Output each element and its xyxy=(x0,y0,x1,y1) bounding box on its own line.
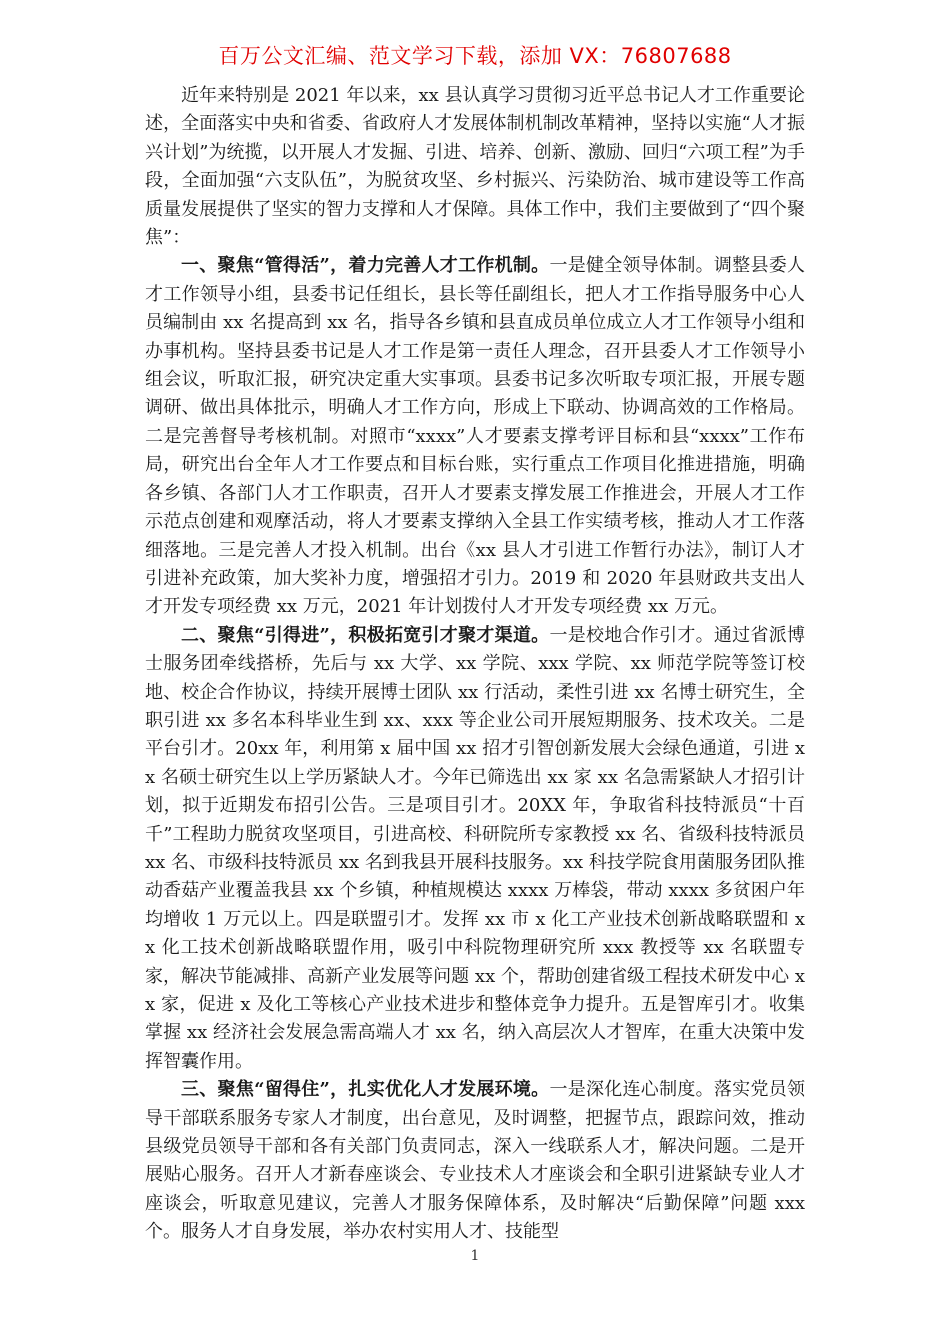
watermark-banner: 百万公文汇编、范文学习下载，添加 VX：76807688 xyxy=(218,44,732,68)
section-heading-2: 二、聚焦“引得进”，积极拓宽引才聚才渠道。 xyxy=(181,624,550,646)
section-body-2: 一是校地合作引才。通过省派博士服务团牵线搭桥，先后与 xx 大学、xx 学院、xxx 学院、xx 师范学院等签订校地、校企合作协议，持续开展博士团队 xx 行活动，柔性引进 xx 名博士研究生，全职引进 xx 多名本科毕业生到 xx、xxx 等企业公司开展短期服务、技术攻关。二是平台引才。20xx 年，利用第 x 届中国 xx 招才引智创新发展大会绿色通道，引进 xx 名硕士研究生以上学历紧缺人才。今年已筛选出 xx 家 xx 名急需紧缺人才招引计划，拟于近期发布招引公告。三是项目引才。20XX 年，争取省科技特派员“十百千”工程助力脱贫攻坚项目，引进高校、科研院所专家教授 xx 名、省级科技特派员 xx 名、市级科技特派员 xx 名到我县开展科技服务。xx 科技学院食用菌服务团队推动香菇产业覆盖我县 xx 个乡镇，种植规模达 xxxx 万棒袋，带动 xxxx 多贫困户年均增收 1 万元以上。四是联盟引才。发挥 xx 市 x 化工产业技术创新战略联盟和 xx 化工技术创新战略联盟作用，吸引中科院物理研究所 xxx 教授等 xx 名联盟专家，解决节能减排、高新产业发展等问题 xx 个，帮助创建省级工程技术研发中心 xx 家，促进 x 及化工等核心产业技术进步和整体竞争力提升。五是智库引才。收集掌握 xx 经济社会发展急需高端人才 xx 名，纳入高层次人才智库，在重大决策中发挥智囊作用。 xyxy=(145,624,805,1072)
section-paragraph-1 xyxy=(145,252,805,621)
intro-paragraph: 近年来特别是 2021 年以来，xx 县认真学习贯彻习近平总书记人才工作重要论述，全面落实中央和省委、省政府人才发展体制机制改革精神，坚持以实施“人才振兴计划”为统揽，以开展人才发掘、引进、培养、创新、激励、回归“六项工程”为手段，全面加强“六支队伍”，为脱贫攻坚、乡村振兴、污染防治、城市建设等工作高质量发展提供了坚实的智力支撑和人才保障。具体工作中，我们主要做到了“四个聚焦”： xyxy=(145,85,805,249)
document-body xyxy=(145,82,805,1247)
section-paragraph-2 xyxy=(145,622,805,1077)
section-heading-1: 一、聚焦“管得活”，着力完善人才工作机制。 xyxy=(181,255,550,277)
section-heading-3: 三、聚焦“留得住”，扎实优化人才发展环境。 xyxy=(181,1079,550,1101)
section-body-3: 一是深化连心制度。落实党员领导干部联系服务专家人才制度，出台意见，及时调整，把握节点，跟踪问效，推动县级党员领导干部和各有关部门负责同志，深入一线联系人才，解决问题。二是开展贴心服务。召开人才新春座谈会、专业技术人才座谈会和全职引进紧缺专业人才座谈会，听取意见建议，完善人才服务保障体系，及时解决“后勤保障”问题 xxx 个。服务人才自身发展，举办农村实用人才、技能型 xyxy=(145,1079,805,1243)
page-number: 1 xyxy=(470,1248,480,1264)
section-body-1: 一是健全领导体制。调整县委人才工作领导小组，县委书记任组长，县长等任副组长，把人才工作指导服务中心人员编制由 xx 名提高到 xx 名，指导各乡镇和县直成员单位成立人才工作领导小组和办事机构。坚持县委书记是人才工作是第一责任人理念，召开县委人才工作领导小组会议，听取汇报，研究决定重大实事项。县委书记多次听取专项汇报，开展专题调研、做出具体批示，明确人才工作方向，形成上下联动、协调高效的工作格局。二是完善督导考核机制。对照市“xxxx”人才要素支撑考评目标和县“xxxx”工作布局，研究出台全年人才工作要点和目标台账，实行重点工作项目化推进措施，明确各乡镇、各部门人才工作职责，召开人才要素支撑发展工作推进会，开展人才工作示范点创建和观摩活动，将人才要素支撑纳入全县工作实绩考核，推动人才工作落细落地。三是完善人才投入机制。出台《xx 县人才引进工作暂行办法》，制订人才引进补充政策，加大奖补力度，增强招才引力。2019 和 2020 年县财政共支出人才开发专项经费 xx 万元，2021 年计划拨付人才开发专项经费 xx 万元。 xyxy=(145,255,805,618)
section-paragraph-3 xyxy=(145,1076,805,1246)
